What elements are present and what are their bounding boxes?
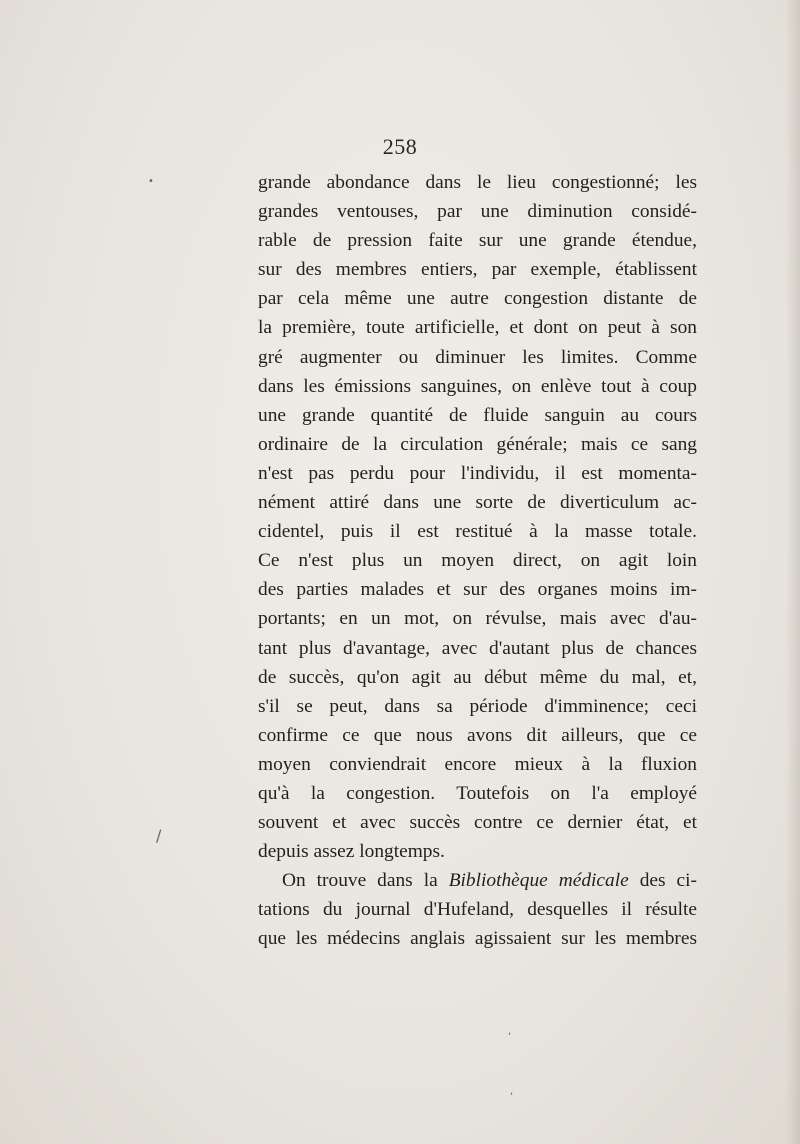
text-line: grande abondance dans le lieu congestionné; les: [258, 172, 697, 193]
text-line: sur des membres entiers, par exemple, établissent: [258, 259, 697, 281]
text-line: nément attiré dans une sorte de diverticulum ac-: [258, 492, 697, 514]
text-line: par cela même une autre congestion distante de: [258, 288, 697, 310]
book-title-italic: Bibliothèque médicale: [448, 870, 629, 892]
text-line: une grande quantité de fluide sanguin au cours: [258, 404, 697, 426]
text-fragment: On trouve dans la: [282, 870, 438, 892]
text-line: tations du journal d'Hufeland, desquelles il résulte: [258, 899, 697, 921]
text-line: des parties malades et sur des organes moins im-: [258, 579, 697, 601]
pencil-mark: ,: [510, 1086, 514, 1097]
text-line: grandes ventouses, par une diminution considé-: [258, 201, 697, 223]
body-text: [258, 168, 697, 954]
text-line: gré augmenter ou diminuer les limites. Comme: [258, 346, 697, 368]
text-line: rable de pression faite sur une grande étendue,: [258, 230, 697, 252]
page-edge-shadow: [786, 0, 800, 1144]
text-line: que les médecins anglais agissaient sur les membres: [258, 928, 697, 950]
text-line: la première, toute artificielle, et dont on peut à son: [258, 317, 697, 339]
text-line: Ce n'est plus un moyen direct, on agit loin: [258, 550, 697, 572]
text-line: tant plus d'avantage, avec d'autant plus de chances: [258, 637, 697, 659]
text-line: depuis assez longtemps.: [258, 841, 445, 863]
text-line: ordinaire de la circulation générale; mais ce sang: [258, 433, 697, 455]
text-line: souvent et avec succès contre ce dernier état, et: [258, 812, 697, 834]
text-line: qu'à la congestion. Toutefois on l'a employé: [258, 782, 697, 804]
text-line: moyen conviendrait encore mieux à la fluxion: [258, 753, 697, 775]
text-line: de succès, qu'on agit au début même du mal, et,: [258, 666, 697, 688]
text-line: [258, 866, 697, 895]
text-line: confirme ce que nous avons dit ailleurs, que ce: [258, 724, 697, 746]
text-fragment: des ci-: [639, 870, 697, 892]
text-line: s'il se peut, dans sa période d'imminence; ceci: [258, 695, 697, 717]
text-line: portants; en un mot, on révulse, mais avec d'au-: [258, 608, 697, 630]
page-number: 258: [382, 134, 418, 159]
text-line: n'est pas perdu pour l'individu, il est momenta-: [258, 462, 697, 484]
text-line: dans les émissions sanguines, on enlève tout à coup: [258, 375, 697, 397]
text-line: cidentel, puis il est restitué à la masse totale.: [258, 521, 697, 543]
ink-speck: •: [148, 176, 154, 187]
pencil-mark: ,: [508, 1026, 512, 1037]
pencil-mark: /: [156, 826, 162, 845]
